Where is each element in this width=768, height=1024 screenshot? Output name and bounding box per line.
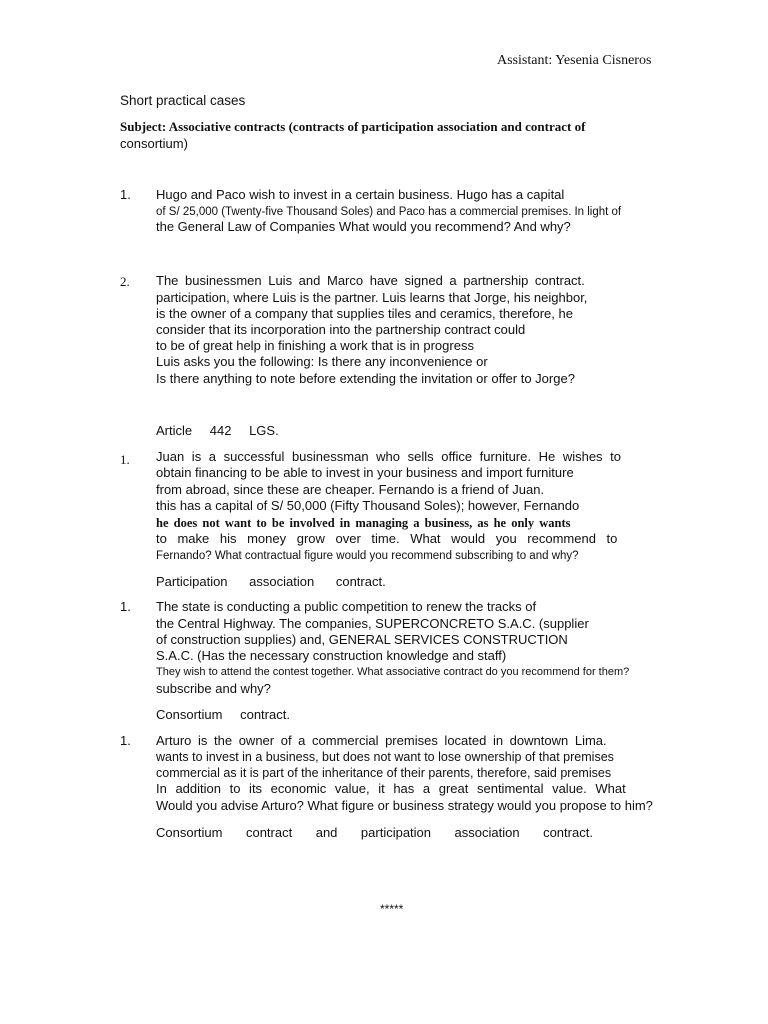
case-answer [156, 707, 290, 723]
answer-word: contract [245, 825, 293, 840]
answer-word: contract. [543, 825, 593, 840]
answer-word: Article [156, 423, 193, 438]
case-line: is the owner of a company that supplies tiles and ceramics, therefore, he [156, 306, 573, 321]
case-number: 1. [120, 733, 131, 748]
case-line: The businessmen Luis and Marco have signed a partnership contract. [156, 273, 585, 288]
case-line: to be of great help in finishing a work that is in progress [156, 338, 474, 353]
case-line: this has a capital of S/ 50,000 (Fifty Thousand Soles); however, Fernando [156, 498, 580, 513]
case-line: S.A.C. (Has the necessary construction knowledge and staff) [156, 648, 507, 663]
answer-word: association [249, 574, 315, 589]
case-line: In addition to its economic value, it has a great sentimental value. What [156, 781, 626, 796]
case-line: of construction supplies) and, GENERAL SERVICES CONSTRUCTION [156, 632, 568, 647]
case-line: obtain financing to be able to invest in your business and import furniture [156, 465, 574, 480]
case-answer [156, 825, 593, 841]
answer-word: contract. [240, 707, 290, 722]
answer-word: Consortium [156, 707, 223, 722]
subject-line-1: Subject: Associative contracts (contracts of participation association and contract of [120, 119, 586, 134]
answer-word: participation [360, 825, 432, 840]
answer-word: association [454, 825, 520, 840]
case-line: They wish to attend the contest together. What associative contract do you recommend for them? [156, 666, 630, 678]
answer-word: Participation [156, 574, 228, 589]
case-number: 1. [120, 452, 130, 467]
case-line: to make his money grow over time. What would you recommend to [156, 531, 618, 546]
answer-word: contract. [335, 574, 386, 589]
case-line: wants to invest in a business, but does not want to lose ownership of that premises [156, 750, 614, 764]
case-line: consider that its incorporation into the partnership contract could [156, 322, 526, 337]
answer-word: Consortium [156, 825, 223, 840]
case-line: Juan is a successful businessman who sells office furniture. He wishes to [156, 449, 622, 464]
case-line: he does not want to be involved in managing a business, as he only wants [156, 516, 571, 530]
case-line: from abroad, since these are cheaper. Fernando is a friend of Juan. [156, 482, 545, 497]
case-number: 2. [120, 274, 130, 289]
case-line: of S/ 25,000 (Twenty-five Thousand Soles) and Paco has a commercial premises. In light of [156, 206, 622, 218]
case-line: commercial as it is part of the inheritance of their parents, therefore, said premises [156, 766, 612, 780]
case-line: Would you advise Arturo? What figure or business strategy would you propose to him? [156, 798, 653, 813]
case-line: Luis asks you the following: Is there any inconvenience or [156, 354, 488, 369]
assistant-header: Assistant: Yesenia Cisneros [497, 53, 652, 68]
answer-word: LGS. [249, 423, 279, 438]
case-number: 1. [120, 599, 131, 614]
case-answer [156, 423, 279, 439]
case-line: subscribe and why? [156, 681, 271, 696]
case-line: Is there anything to note before extending the invitation or offer to Jorge? [156, 371, 575, 386]
document-title: Short practical cases [120, 93, 246, 108]
answer-word: 442 [209, 423, 232, 438]
end-marker: ***** [380, 902, 404, 916]
case-line: Hugo and Paco wish to invest in a certain business. Hugo has a capital [156, 187, 565, 202]
case-line: the General Law of Companies What would you recommend? And why? [156, 219, 571, 234]
case-line: Fernando? What contractual figure would you recommend subscribing to and why? [156, 550, 579, 562]
case-number: 1. [120, 187, 131, 202]
case-answer [156, 574, 386, 590]
case-line: The state is conducting a public competition to renew the tracks of [156, 599, 537, 614]
case-line: the Central Highway. The companies, SUPERCONCRETO S.A.C. (supplier [156, 616, 589, 631]
answer-word: and [315, 825, 338, 840]
subject-line-2: consortium) [120, 136, 188, 151]
case-line: participation, where Luis is the partner. Luis learns that Jorge, his neighbor, [156, 290, 588, 305]
case-line: Arturo is the owner of a commercial premises located in downtown Lima. [156, 733, 607, 748]
